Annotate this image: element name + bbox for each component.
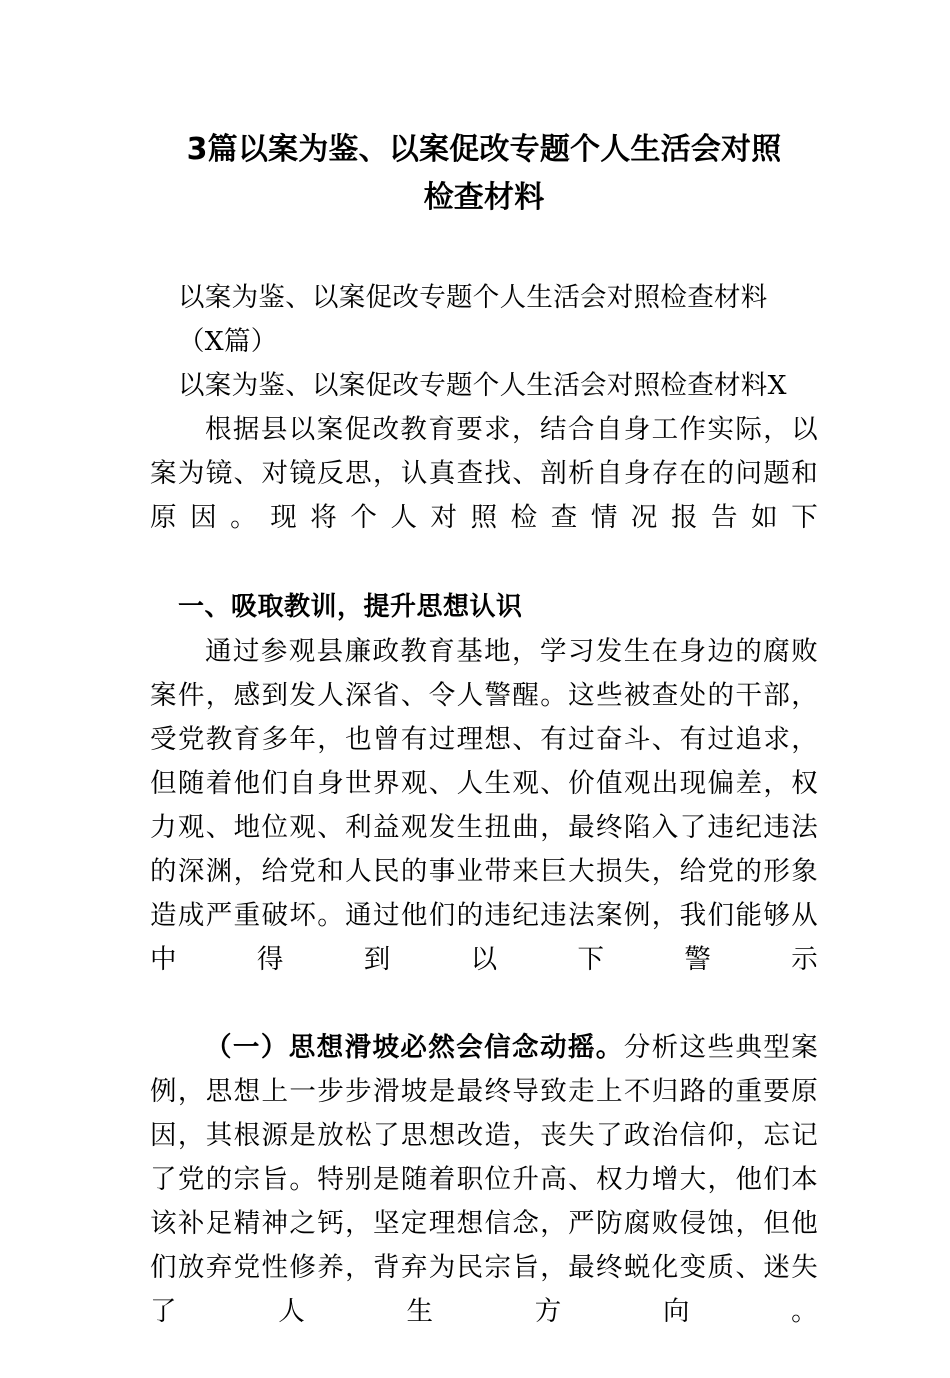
item-one-paragraph: [150, 1026, 818, 1378]
title-spacer: [150, 222, 818, 276]
body-paragraph-one: 通过参观县廉政教育基地，学习发生在身边的腐败案件，感到发人深省、令人警醒。这些被查处的干部，受党教育多年，也曾有过理想、有过奋斗、有过追求，但随着他们自身世界观、人生观、价值观出现偏差，权力观、地位观、利益观发生扭曲，最终陷入了违纪违法的深渊，给党和人民的事业带来巨大损失，给党的形象造成严重破坏。通过他们的违纪违法案例，我们能够从中得到以下警示: [150, 636, 818, 975]
subtitle-line-3: 以案为鉴、以案促改专题个人生活会对照检查材料X: [178, 370, 787, 401]
page-title-line-1: 3篇以案为鉴、以案促改专题个人生活会对照: [186, 132, 782, 167]
page-title: [150, 0, 818, 222]
subtitle-line-1: 以案为鉴、以案促改专题个人生活会对照检查材料: [178, 282, 768, 313]
section-heading-one: 一、吸取教训，提升思想认识: [178, 592, 523, 622]
item-one-text: 分析这些典型案例，思想上一步步滑坡是最终导致走上不归路的重要原因，其根源是放松了思想改造，丧失了政治信仰，忘记了党的宗旨。特别是随着职位升高、权力增大，他们本该补足精神之钙，坚定理想信念，严防腐败侵蚀，但他们放弃党性修养，背弃为民宗旨，最终蜕化变质、迷失了人生方向。: [150, 1032, 819, 1327]
subtitle-line-2: （X篇）: [178, 326, 278, 357]
document-body: [150, 0, 818, 1378]
item-one-lead: （一）思想滑坡必然会信念动摇。: [205, 1032, 624, 1063]
intro-paragraph: 根据县以案促改教育要求，结合自身工作实际，以案为镜、对镜反思，认真查找、剖析自身存在的问题和原因。现将个人对照检查情况报告如下: [150, 414, 818, 533]
page-title-line-2: 检查材料: [423, 180, 545, 215]
